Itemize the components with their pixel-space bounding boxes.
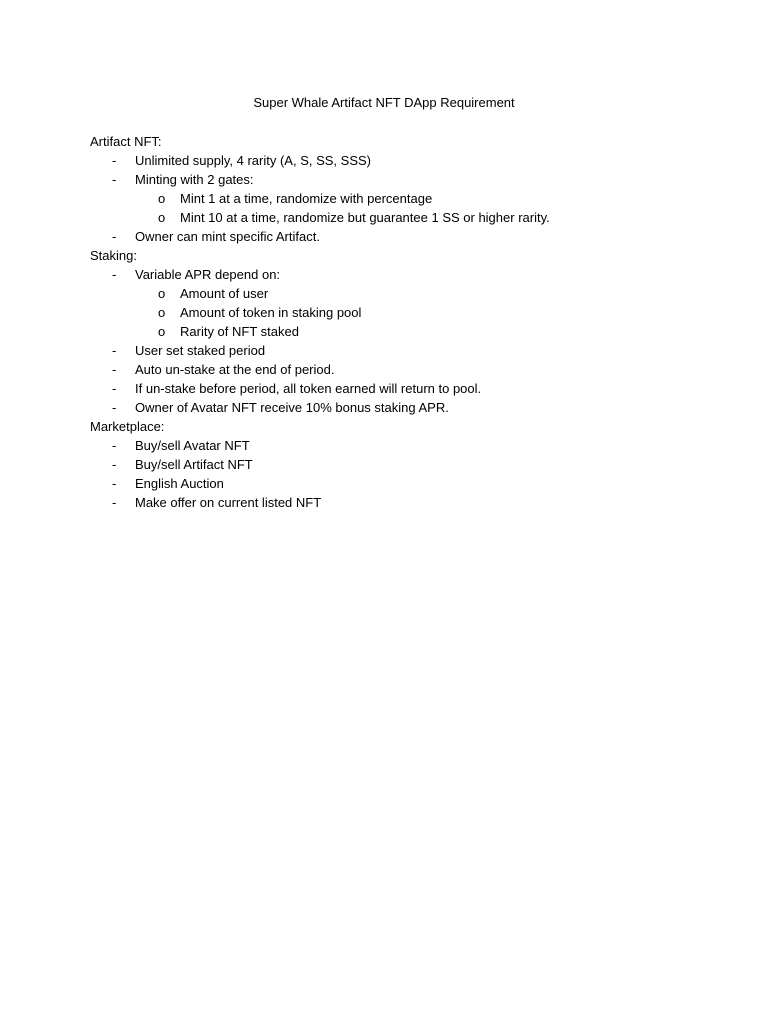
dash-bullet: - bbox=[112, 343, 117, 358]
dash-bullet: - bbox=[112, 153, 117, 168]
circle-bullet: o bbox=[158, 286, 166, 301]
dash-bullet: - bbox=[112, 457, 117, 472]
sub-list-item-text: Mint 1 at a time, randomize with percentage bbox=[180, 191, 433, 206]
section-marketplace bbox=[90, 417, 710, 512]
sub-list-item-text: Amount of user bbox=[180, 286, 269, 301]
list-item-text: Make offer on current listed NFT bbox=[135, 495, 322, 510]
document-body bbox=[90, 132, 710, 512]
list-item bbox=[90, 379, 710, 398]
list-item-text: If un-stake before period, all token earned will return to pool. bbox=[135, 381, 482, 396]
list-item bbox=[90, 474, 710, 493]
circle-bullet: o bbox=[158, 324, 166, 339]
list-item bbox=[90, 265, 710, 284]
section-heading: Artifact NFT: bbox=[90, 134, 162, 149]
list-item-text: Owner of Avatar NFT receive 10% bonus staking APR. bbox=[135, 400, 449, 415]
list-item-text: Minting with 2 gates: bbox=[135, 172, 254, 187]
dash-bullet: - bbox=[112, 400, 117, 415]
list-item bbox=[90, 455, 710, 474]
dash-bullet: - bbox=[112, 381, 117, 396]
list-item-text: Auto un-stake at the end of period. bbox=[135, 362, 335, 377]
dash-bullet: - bbox=[112, 229, 117, 244]
document-title: Super Whale Artifact NFT DApp Requirement bbox=[253, 95, 515, 110]
list-item-text: User set staked period bbox=[135, 343, 266, 358]
dash-bullet: - bbox=[112, 476, 117, 491]
list-item bbox=[90, 151, 710, 170]
section-heading: Staking: bbox=[90, 248, 137, 263]
sub-list-item bbox=[90, 208, 710, 227]
list-item bbox=[90, 227, 710, 246]
list-item bbox=[90, 436, 710, 455]
list-item bbox=[90, 360, 710, 379]
list-item-text: Owner can mint specific Artifact. bbox=[135, 229, 320, 244]
dash-bullet: - bbox=[112, 362, 117, 377]
list-item-text: Unlimited supply, 4 rarity (A, S, SS, SSS) bbox=[135, 153, 371, 168]
list-item-text: Buy/sell Avatar NFT bbox=[135, 438, 250, 453]
list-item-text: Buy/sell Artifact NFT bbox=[135, 457, 253, 472]
sub-list-item bbox=[90, 322, 710, 341]
dash-bullet: - bbox=[112, 267, 117, 282]
dash-bullet: - bbox=[112, 495, 117, 510]
circle-bullet: o bbox=[158, 305, 166, 320]
list-item bbox=[90, 398, 710, 417]
circle-bullet: o bbox=[158, 191, 166, 206]
dash-bullet: - bbox=[112, 172, 117, 187]
section-artifact-nft bbox=[90, 132, 710, 246]
dash-bullet: - bbox=[112, 438, 117, 453]
circle-bullet: o bbox=[158, 210, 166, 225]
section-staking bbox=[90, 246, 710, 417]
sub-list-item bbox=[90, 189, 710, 208]
list-item-text: English Auction bbox=[135, 476, 224, 491]
sub-list-item-text: Rarity of NFT staked bbox=[180, 324, 299, 339]
list-item bbox=[90, 493, 710, 512]
section-heading: Marketplace: bbox=[90, 419, 165, 434]
sub-list-item bbox=[90, 284, 710, 303]
list-item bbox=[90, 170, 710, 189]
list-item-text: Variable APR depend on: bbox=[135, 267, 281, 282]
list-item bbox=[90, 341, 710, 360]
sub-list-item-text: Mint 10 at a time, randomize but guarantee 1 SS or higher rarity. bbox=[180, 210, 550, 225]
sub-list-item bbox=[90, 303, 710, 322]
sub-list-item-text: Amount of token in staking pool bbox=[180, 305, 362, 320]
